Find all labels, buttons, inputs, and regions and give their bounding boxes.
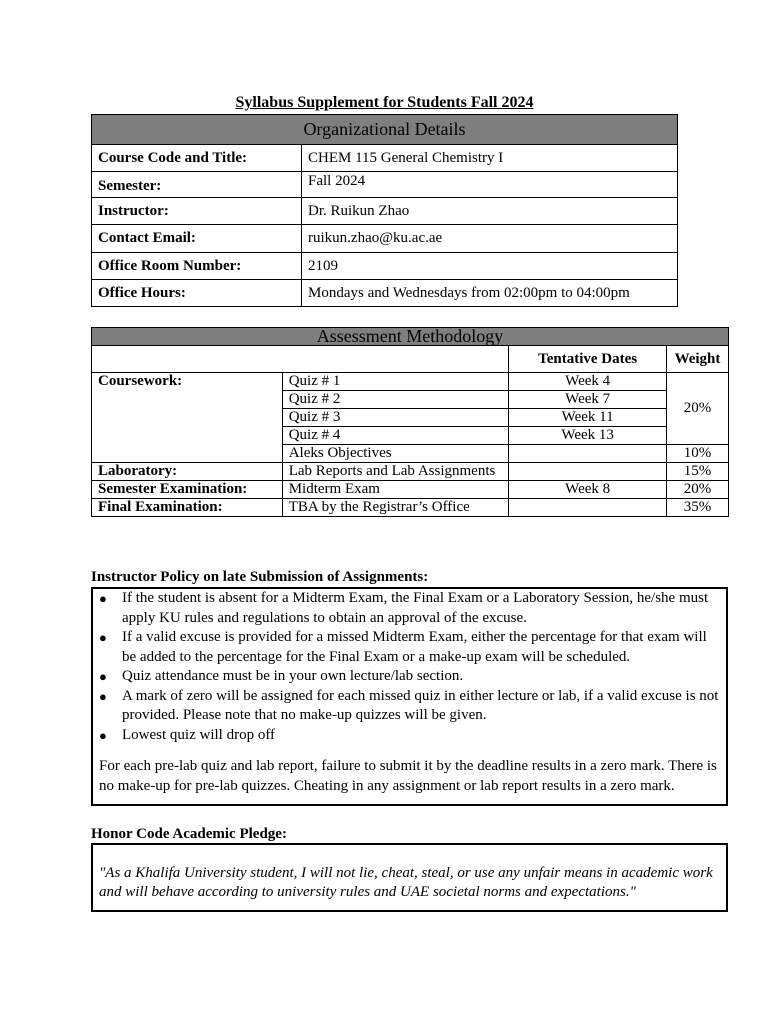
office-hours-value: Mondays and Wednesdays from 02:00pm to 04:00pm (302, 280, 678, 307)
quiz-2-item: Quiz # 2 (282, 391, 509, 409)
instructor-value: Dr. Ruikun Zhao (302, 198, 678, 225)
assessment-blank-header (92, 346, 509, 373)
policy-heading: Instructor Policy on late Submission of Assignments: (91, 569, 429, 585)
final-exam-item: TBA by the Registrar’s Office (282, 499, 509, 517)
course-code-value: CHEM 115 General Chemistry I (302, 145, 678, 172)
aleks-weight: 10% (666, 445, 728, 463)
final-exam-weight: 35% (666, 499, 728, 517)
quiz-1-date: Week 4 (509, 373, 667, 391)
bullet-icon: ● (99, 630, 107, 645)
honor-pledge-box (91, 843, 728, 912)
quiz-weight: 20% (666, 373, 728, 445)
policy-bullet-text: Lowest quiz will drop off (122, 726, 276, 743)
semester-exam-date: Week 8 (509, 481, 667, 499)
quiz-3-item: Quiz # 3 (282, 409, 509, 427)
assessment-header: Assessment Methodology (92, 328, 729, 346)
quiz-2-date: Week 7 (509, 391, 667, 409)
list-item (93, 687, 726, 726)
quiz-4-date: Week 13 (509, 427, 667, 445)
list-item (93, 726, 726, 746)
laboratory-label: Laboratory: (92, 463, 283, 481)
course-code-label: Course Code and Title: (92, 145, 302, 172)
honor-pledge-text: "As a Khalifa University student, I will not lie, cheat, steal, or use any unfair means in academic work and will behave according to university rules and UAE societal norms and expectations." (99, 865, 713, 900)
semester-value: Fall 2024 (302, 172, 678, 198)
semester-exam-item: Midterm Exam (282, 481, 509, 499)
list-item (93, 589, 726, 628)
policy-bullet-text: If a valid excuse is provided for a missed Midterm Exam, either the percentage for that exam will be added to the percentage for the Final Exam or a make-up exam will be scheduled. (122, 629, 707, 665)
assessment-methodology-table (91, 327, 729, 517)
contact-email-label: Contact Email: (92, 225, 302, 253)
coursework-label: Coursework: (92, 373, 283, 463)
bullet-icon: ● (99, 591, 107, 606)
laboratory-item: Lab Reports and Lab Assignments (282, 463, 509, 481)
bullet-icon: ● (99, 669, 107, 684)
org-header: Organizational Details (92, 115, 678, 145)
final-exam-label: Final Examination: (92, 499, 283, 517)
final-exam-date (509, 499, 667, 517)
semester-label: Semester: (92, 172, 302, 198)
office-hours-label: Office Hours: (92, 280, 302, 307)
semester-exam-label: Semester Examination: (92, 481, 283, 499)
aleks-date (509, 445, 667, 463)
aleks-item: Aleks Objectives (282, 445, 509, 463)
list-item (93, 628, 726, 667)
policy-bullet-text: If the student is absent for a Midterm Exam, the Final Exam or a Laboratory Session, he/she must apply KU rules and regulations to obtain an approval of the excuse. (122, 590, 709, 626)
quiz-1-item: Quiz # 1 (282, 373, 509, 391)
page-title: Syllabus Supplement for Students Fall 2024 (235, 94, 534, 111)
policy-box (91, 587, 728, 806)
policy-bullet-list (93, 589, 726, 745)
quiz-4-item: Quiz # 4 (282, 427, 509, 445)
weight-header: Weight (666, 346, 728, 373)
organizational-details-table (91, 114, 678, 307)
office-room-value: 2109 (302, 253, 678, 280)
laboratory-date (509, 463, 667, 481)
instructor-label: Instructor: (92, 198, 302, 225)
bullet-icon: ● (99, 688, 107, 704)
policy-bullet-text: Quiz attendance must be in your own lecture/lab section. (122, 668, 464, 684)
office-room-label: Office Room Number: (92, 253, 302, 280)
tentative-dates-header: Tentative Dates (509, 346, 667, 373)
quiz-3-date: Week 11 (509, 409, 667, 427)
laboratory-weight: 15% (666, 463, 728, 481)
policy-paragraph: For each pre-lab quiz and lab report, failure to submit it by the deadline results in a zero mark. There is no make-up for pre-lab quizzes. Cheating in any assignment or lab report results in a zero mark. (99, 758, 717, 794)
semester-exam-weight: 20% (666, 481, 728, 499)
contact-email-value: ruikun.zhao@ku.ac.ae (302, 225, 678, 253)
honor-code-heading: Honor Code Academic Pledge: (91, 826, 287, 842)
bullet-icon: ● (99, 727, 107, 743)
list-item (93, 667, 726, 687)
policy-bullet-text: A mark of zero will be assigned for each missed quiz in either lecture or lab, if a valid excuse is not provided. Please note that no make-up quizzes will be given. (122, 687, 719, 723)
